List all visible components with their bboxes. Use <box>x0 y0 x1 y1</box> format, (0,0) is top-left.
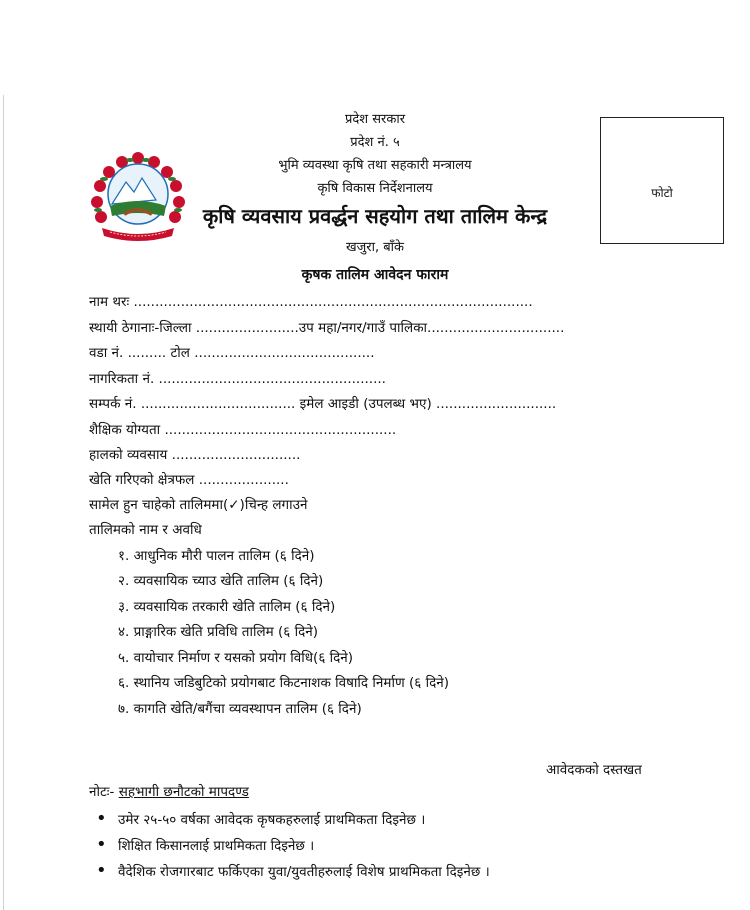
training-list-heading: तालिमको नाम र अवधि <box>89 522 202 538</box>
nepal-emblem-icon <box>84 148 192 248</box>
page-edge <box>3 95 4 910</box>
list-item: ५. वायोचार निर्माण र यसको प्रयोग विधि(६ दिने) <box>118 650 354 666</box>
list-item: १. आधुनिक मौरी पालन तालिम (६ दिने) <box>118 548 315 564</box>
note-heading: सहभागी छनौटको मापदण्ड <box>118 784 249 800</box>
note-bullet: • वैदेशिक रोजगारबाट फर्किएका युवा/युवतीहरुलाई विशेष प्राथमिकता दिइनेछ । <box>118 862 490 880</box>
signature-label: आवेदकको दस्तखत <box>546 762 642 778</box>
area-field: खेति गरिएको क्षेत्रफल ..................... <box>89 472 289 488</box>
education-field: शैक्षिक योग्यता ...................................................... <box>89 422 397 438</box>
occupation-field: हालको व्यवसाय .............................. <box>89 447 301 463</box>
list-item: ६. स्थानिय जडिबुटिको प्रयोगबाट किटनाशक विषादि निर्माण (६ दिने) <box>118 675 449 691</box>
list-item: ७. कागति खेति/बगैंचा व्यवस्थापन तालिम (६ दिने) <box>118 701 362 717</box>
contact-field: सम्पर्क नं. .................................... इमेल आइडी (उपलब्ध भए) ............................ <box>89 396 557 412</box>
header-line-2: प्रदेश नं. ५ <box>350 135 400 150</box>
ward-field: वडा नं. ......... टोल .......................................... <box>89 345 375 361</box>
citizenship-field: नागरिकता नं. ..................................................... <box>89 371 386 387</box>
header-location: खजुरा, बाँके <box>345 240 404 255</box>
header-line-4: कृषि विकास निर्देशनालय <box>317 181 433 196</box>
note-bullet: • शिक्षित किसानलाई प्राथमिकता दिइनेछ । <box>118 836 314 854</box>
list-item: ४. प्राङ्गारिक खेति प्रविधि तालिम (६ दिने) <box>118 624 319 640</box>
address-field: स्थायी ठेगानाः-जिल्ला ........................उप महा/नगर/गाउँ पालिका................................ <box>89 320 565 336</box>
form-title: कृषक तालिम आवेदन फाराम <box>301 267 449 283</box>
list-item: ३. व्यवसायिक तरकारी खेति तालिम (६ दिने) <box>118 599 336 615</box>
header-line-1: प्रदेश सरकार <box>344 112 406 127</box>
photo-label: फोटो <box>651 186 673 200</box>
list-item: २. व्यवसायिक च्याउ खेति तालिम (६ दिने) <box>118 573 324 589</box>
header-line-3: भुमि व्यवस्था कृषि तथा सहकारी मन्त्रालय <box>278 158 472 173</box>
note-prefix: नोटः- <box>89 784 115 800</box>
photo-box <box>600 117 724 244</box>
name-field: नाम थरः ............................................................................................. <box>89 294 533 310</box>
page-title: कृषि व्यवसाय प्रवर्द्धन सहयोग तथा तालिम केन्द्र <box>202 204 548 228</box>
instruction-text: सामेल हुन चाहेको तालिममा(✓)चिन्ह लगाउने <box>89 497 308 513</box>
note-line <box>89 782 249 802</box>
note-bullet: • उमेर २५-५० वर्षका आवेदक कृषकहरुलाई प्राथमिकता दिइनेछ । <box>118 810 425 828</box>
